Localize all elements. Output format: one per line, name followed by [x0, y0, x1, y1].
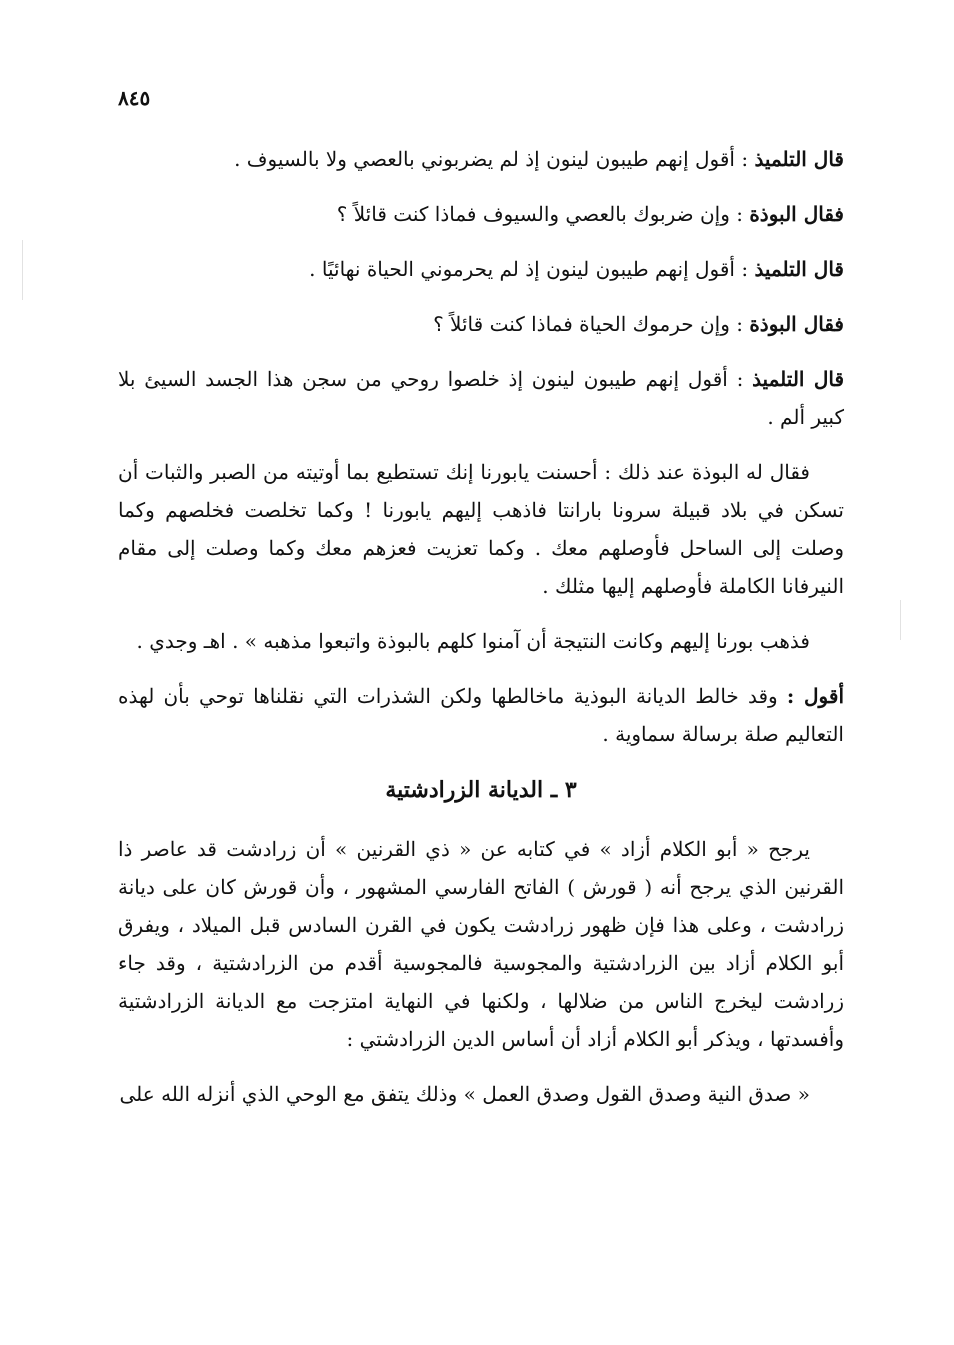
scan-margin-mark [900, 600, 901, 640]
speaker-label: فقال البوذة [749, 202, 844, 226]
page-content [118, 140, 844, 1113]
speaker-separator: : [729, 202, 750, 226]
speaker-separator: : [734, 257, 755, 281]
dialog-line [118, 360, 844, 436]
dialog-text: وإن حرموك الحياة فماذا كنت قائلاً ؟ [433, 312, 730, 336]
speaker-separator: : [727, 367, 753, 391]
speaker-label: قال التلميذ [754, 257, 844, 281]
dialog-text: أقول إنهم طيبون لينون إذ لم يضربوني بالعصي ولا بالسيوف . [234, 147, 735, 171]
dialog-text: أقول إنهم طيبون لينون إذ خلصوا روحي من سجن هذا الجسد السيئ بلا كبير ألم . [118, 367, 844, 429]
speaker-label: فقال البوذة [749, 312, 844, 336]
aqul-label: أقول : [786, 684, 845, 708]
aqul-text: وقد خالط الديانة البوذية ماخالطها ولكن الشذرات التي نقلناها توحي بأن لهذه التعاليم صلة برسالة سماوية . [118, 684, 844, 746]
dialog-line [118, 140, 844, 178]
paragraph-aqul [118, 677, 844, 753]
dialog-line [118, 195, 844, 233]
speaker-label: قال التلميذ [754, 147, 844, 171]
speaker-separator: : [734, 147, 755, 171]
dialog-text: أقول إنهم طيبون لينون إذ لم يحرموني الحياة نهائيًا . [309, 257, 735, 281]
paragraph-result: فذهب بورنا إليهم وكانت النتيجة أن آمنوا كلهم بالبوذة واتبعوا مذهبه » . اهـ وجدي . [136, 629, 810, 653]
section-heading: ٣ ـ الديانة الزرادشتية [385, 777, 577, 803]
scan-margin-mark [22, 240, 23, 300]
paragraph-zoroaster: يرجح « أبو الكلام أزاد » في كتابه عن « ذي القرنين » أن زرادشت قد عاصر ذا القرنين الذي يرجح أنه ( قورش ) الفاتح الفارسي المشهور ، وأن قورش كان على ديانة زرادشت ، وعلى هذا فإن ظهور زرادشت يكون في القرن السادس قبل الميلاد ، ويفرق أبو الكلام أزاد بين الزرادشتية والمجوسية فالمجوسية أقدم من الزرادشتية ، وقد جاء زرادشت ليخرج الناس من ضلالها ، ولكنها في النهاية امتزجت مع الديانة الزرادشتية وأفسدتها ، ويذكر أبو الكلام أزاد أن أساس الدين الزرادشتي : [118, 837, 844, 1051]
paragraph-buddha-reply: فقال له البوذة عند ذلك : أحسنت يابورنا إنك تستطيع بما أوتيته من الصبر والثبات أن تسكن في بلاد قبيلة سرونا بارانتا فاذهب إليهم يابورنا ! وكما تخلصت فخلصهم وكما وصلت إلى الساحل فأوصلهم معك . وكما تعزيت فعزهم معك وكما وصلت إلى مقام النيرفانا الكاملة فأوصلهم إليها مثلك . [118, 460, 844, 598]
paragraph-quote: « صدق النية وصدق القول وصدق العمل » وذلك يتفق مع الوحي الذي أنزله الله على [119, 1082, 810, 1106]
dialog-line [118, 305, 844, 343]
page-number: ٨٤٥ [118, 86, 151, 110]
speaker-label: قال التلميذ [752, 367, 845, 391]
speaker-separator: : [729, 312, 750, 336]
dialog-line [118, 250, 844, 288]
dialog-text: وإن ضربوك بالعصي والسيوف فماذا كنت قائلاً ؟ [336, 202, 730, 226]
